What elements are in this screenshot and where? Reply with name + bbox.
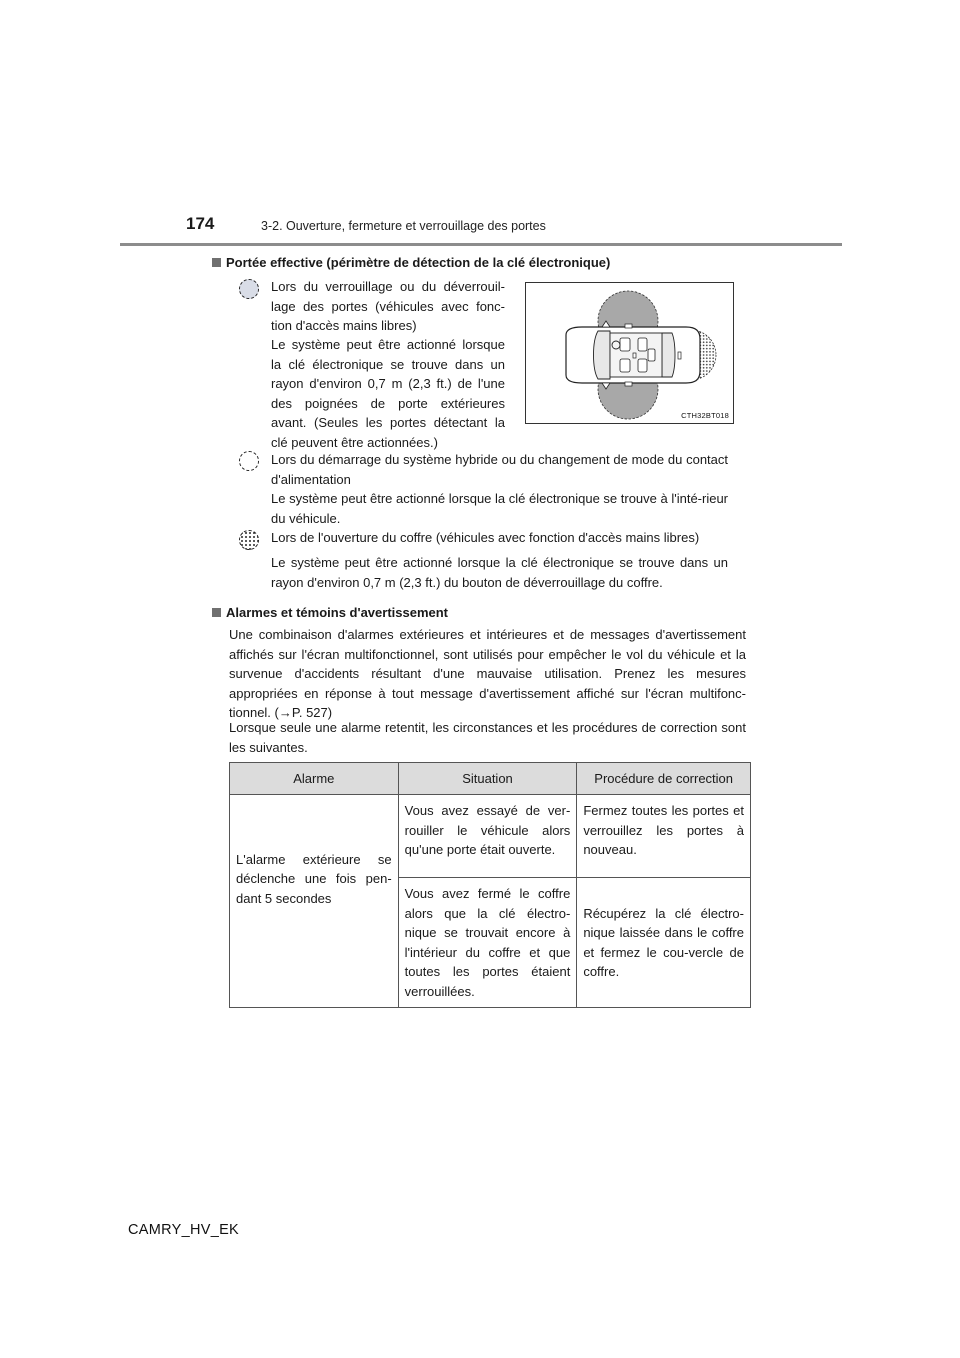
alarm-table — [229, 762, 751, 1008]
procedure-cell: Fermez toutes les portes et verrouillez les portes à nouveau. — [577, 795, 751, 878]
situation-cell: Vous avez fermé le coffre alors que la clé électro-nique se trouvait encore à l'intérieur du coffre et que toutes les portes étaient verrouillées. — [398, 878, 577, 1008]
item2-title: Lors du démarrage du système hybride ou du changement de mode du contact d'alimentation — [271, 452, 728, 487]
item3-title: Lors de l'ouverture du coffre (véhicules avec fonction d'accès mains libres) — [271, 530, 700, 545]
section-heading-text: Portée effective (périmètre de détection de la clé électronique) — [226, 255, 611, 270]
detection-range-figure — [525, 282, 734, 424]
section-heading-text: Alarmes et témoins d'avertissement — [226, 605, 449, 620]
car-top-view-illustration — [526, 283, 733, 423]
alarms-paragraph: Une combinaison d'alarmes extérieures et intérieures et de messages d'avertissement affichés sur l'écran multifonctionnel, sont utilisés pour empêcher le vol du véhicule et la survenue d'accidents résultant d'une mauvaise utilisation. Prenez les mesures appropriées en réponse à tout message d'avertissement affiché sur l'écran multifonc-tionnel. (→P. 527) — [229, 627, 746, 720]
alarms-intro-paragraph: Lorsque seule une alarme retentit, les circonstances et les procédures de correction sont les suivantes. — [229, 720, 746, 755]
table-header-cell: Situation — [398, 763, 577, 795]
zone-dashed-empty-icon — [239, 451, 259, 471]
page-number: 174 — [186, 214, 215, 233]
square-bullet-icon — [212, 608, 221, 617]
section-heading-range — [212, 255, 610, 270]
item1-title: Lors du verrouillage ou du déverrouil-lage des portes (véhicules avec fonc-tion d'accès mains libres) — [271, 279, 505, 333]
document-code: CAMRY_HV_EK — [128, 1222, 240, 1238]
item2-text: Le système peut être actionné lorsque la clé électronique se trouve à l'inté-rieur du véhicule. — [271, 491, 729, 526]
situation-cell: Vous avez essayé de ver-rouiller le véhicule alors qu'une porte était ouverte. — [398, 795, 577, 878]
section-title: 3-2. Ouverture, fermeture et verrouillage des portes — [261, 219, 546, 233]
header-divider — [120, 243, 842, 246]
section-heading-alarms — [212, 605, 448, 620]
procedure-cell: Récupérez la clé électro-nique laissée dans le coffre et fermez le cou-vercle de coffre. — [577, 878, 751, 1008]
zone-dashed-filled-icon — [239, 279, 259, 299]
table-header-cell: Procédure de correction — [577, 763, 751, 795]
table-header-cell: Alarme — [230, 763, 399, 795]
table-header-row — [230, 763, 751, 795]
item3-text: Le système peut être actionné lorsque la clé électronique se trouve dans un rayon d'environ 0,7 m (2,3 ft.) du bouton de déverrouillage du coffre. — [271, 555, 728, 590]
figure-code: CTH32BT018 — [681, 411, 729, 420]
item1-text: Le système peut être actionné lorsque la clé électronique se trouve dans un rayon d'environ 0,7 m (2,3 ft.) de l'une des poignées de porte extérieures avant. (Seules les portes détectant la clé peuvent être actionnées.) — [271, 337, 505, 450]
square-bullet-icon — [212, 258, 221, 267]
alarm-cell: L'alarme extérieure se déclenche une fois pen-dant 5 secondes — [230, 795, 399, 1008]
zone-dotted-icon — [239, 530, 259, 550]
table-row — [230, 795, 751, 878]
